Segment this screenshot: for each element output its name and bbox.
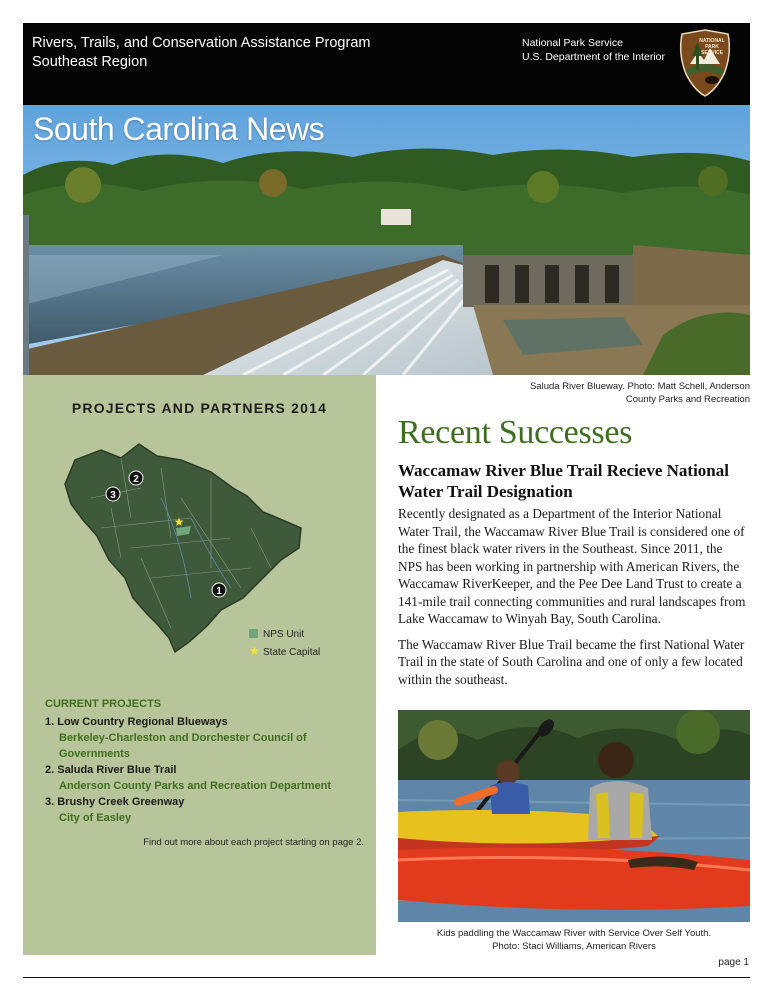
project-partner: Berkeley-Charleston and Dorchester Council of bbox=[59, 732, 307, 744]
project-partner: Governments bbox=[59, 748, 130, 760]
project-partner: Anderson County Parks and Recreation Department bbox=[59, 780, 332, 792]
section-title: Recent Successes bbox=[398, 414, 633, 451]
legend-nps-unit: NPS Unit bbox=[263, 629, 305, 640]
find-more-note: Find out more about each project starting on page 2. bbox=[143, 837, 364, 848]
kayak-photo-illustration bbox=[398, 710, 750, 922]
department-line: U.S. Department of the Interior bbox=[522, 51, 665, 63]
star-icon: ★ bbox=[249, 644, 260, 658]
list-item bbox=[45, 762, 365, 794]
map-marker-1 bbox=[212, 583, 226, 597]
svg-text:3: 3 bbox=[110, 490, 116, 501]
footer-rule bbox=[23, 977, 750, 978]
caption-line: County Parks and Recreation bbox=[625, 394, 750, 405]
kayak-photo bbox=[398, 710, 750, 922]
svg-text:★: ★ bbox=[173, 515, 185, 529]
map-marker-2 bbox=[129, 471, 143, 485]
list-item bbox=[45, 714, 365, 762]
region-line: Southeast Region bbox=[32, 54, 148, 70]
agency-line: National Park Service bbox=[522, 37, 623, 49]
program-name bbox=[32, 34, 370, 72]
svg-text:1: 1 bbox=[216, 586, 222, 597]
hero-photo bbox=[23, 105, 750, 375]
badge-text-1: NATIONAL bbox=[699, 38, 725, 44]
current-projects bbox=[45, 696, 365, 826]
paragraph: Recently designated as a Department of the Interior National Water Trail, the Waccamaw River Blue Trail is considered one of the finest black water rivers in the Southeast. Since 2011, the NPS has been working in partnership with American Rivers, the Waccamaw RiverKeeper, and the Pee Dee Land Trust to create a 141-mile trail connecting communities and rural landscapes from Lake Waccamaw to Winyah Bay, South Carolina. bbox=[398, 506, 746, 626]
sidebar-panel bbox=[23, 375, 376, 955]
project-name: 3. Brushy Creek Greenway bbox=[45, 796, 185, 808]
badge-text-2: PARK bbox=[705, 44, 719, 50]
badge-text-3: SERVICE bbox=[701, 50, 723, 56]
nps-arrowhead-logo bbox=[676, 28, 734, 98]
agency-name bbox=[522, 36, 665, 64]
list-item bbox=[45, 794, 365, 826]
newsletter-title: South Carolina News bbox=[33, 111, 325, 147]
project-name: 2. Saluda River Blue Trail bbox=[45, 764, 177, 776]
program-line: Rivers, Trails, and Conservation Assistance Program bbox=[32, 35, 371, 51]
svg-text:2: 2 bbox=[133, 474, 139, 485]
caption-line: Photo: Staci Williams, American Rivers bbox=[492, 941, 656, 952]
south-carolina-map bbox=[61, 438, 311, 658]
page-number: page 1 bbox=[718, 957, 749, 968]
kayak-caption bbox=[398, 927, 750, 953]
projects-heading: CURRENT PROJECTS bbox=[45, 698, 162, 710]
article-headline: Waccamaw River Blue Trail Recieve National Water Trail Designation bbox=[398, 461, 729, 501]
map-legend bbox=[249, 627, 320, 661]
paragraph: The Waccamaw River Blue Trail became the first National Water Trail in the state of South Carolina and one of only a few located within the southeast. bbox=[398, 636, 745, 687]
project-name: 1. Low Country Regional Blueways bbox=[45, 716, 228, 728]
sidebar-title: PROJECTS AND PARTNERS 2014 bbox=[71, 400, 328, 416]
caption-line: Kids paddling the Waccamaw River with Service Over Self Youth. bbox=[436, 928, 712, 939]
hero-caption bbox=[450, 380, 750, 406]
project-partner: City of Easley bbox=[59, 812, 132, 824]
header-bar bbox=[23, 23, 750, 105]
legend-state-capital: State Capital bbox=[263, 647, 321, 658]
caption-line: Saluda River Blueway. Photo: Matt Schell, Anderson bbox=[529, 381, 750, 392]
nps-unit-swatch bbox=[249, 629, 258, 638]
article-body bbox=[398, 505, 748, 696]
map-marker-3 bbox=[106, 487, 120, 501]
